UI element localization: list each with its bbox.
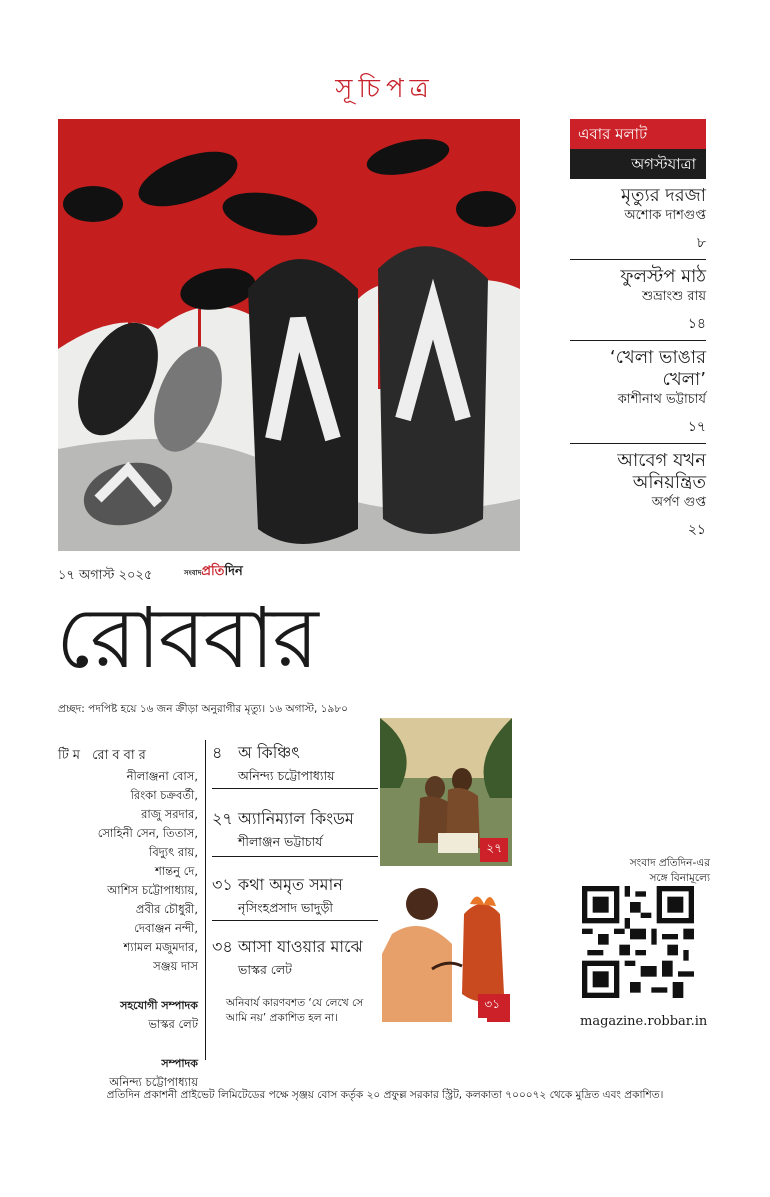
- divider: [212, 788, 378, 789]
- story-title: আবেগ যখন অনিয়ন্ত্রিত: [617, 450, 706, 493]
- toc-title: অ্যানিম্যাল কিংডম: [238, 809, 354, 828]
- story-item[interactable]: [570, 444, 706, 546]
- divider: [212, 920, 378, 921]
- cover-illustration: [58, 119, 520, 551]
- toc-author: ভাস্কর লেট: [238, 962, 292, 977]
- toc-author: অনিন্দ্য চট্টোপাধ্যায়: [238, 768, 335, 783]
- story-title: মৃত্যুর দরজা: [620, 185, 706, 206]
- team-member: নীলাঞ্জনা বোস,: [126, 769, 198, 783]
- cover-caption: প্রচ্ছদ: পদপিষ্ট হয়ে ১৬ জন ক্রীড়া অনুরাগীর মৃত্যু। ১৬ অগাস্ট, ১৯৮০: [58, 703, 348, 715]
- team-member: শান্তনু দে,: [155, 864, 198, 878]
- brand-prefix: সংবাদ: [184, 569, 202, 577]
- cover-story-column: [570, 119, 706, 546]
- qr-caption-line: সংবাদ প্রতিদিন-এর: [629, 857, 710, 869]
- story-title: ‘খেলা ভাঙার খেলা’: [609, 347, 706, 390]
- team-heading: টিম রোববার: [58, 748, 150, 763]
- page-badge: ২৭: [480, 838, 508, 862]
- qr-caption: [560, 856, 710, 886]
- section-tag: এবার মলাট: [570, 119, 706, 149]
- illustration-animal-kingdom: [380, 718, 512, 866]
- toc-item[interactable]: [212, 740, 382, 785]
- toc-page: ২৭: [212, 809, 233, 828]
- story-page: ৮: [696, 235, 706, 251]
- imprint-footer: প্রতিদিন প্রকাশনী প্রাইভেট লিমিটেডের পক্ষে সৃঞ্জয় বোস কর্তৃক ২০ প্রফুল্ল সরকার স্ট্রিট, কলকাতা ৭০০০৭২ থেকে মুদ্রিত এবং প্রকাশিত।: [106, 1089, 664, 1101]
- team-member: প্রবীর চৌধুরী,: [135, 902, 198, 916]
- toc-author: নৃসিংহপ্রসাদ ভাদুড়ী: [238, 900, 334, 915]
- story-item[interactable]: [570, 341, 706, 444]
- notice-text: অনিবার্য কারণবশত ‘যে লেখে সে আমি নয়’ প্রকাশিত হল না।: [226, 997, 364, 1024]
- team-member: সঞ্জয় দাস: [153, 959, 198, 973]
- toc-title: অ কিঞ্চিৎ: [238, 743, 300, 762]
- toc-item[interactable]: [212, 934, 382, 979]
- illustration-katha-amrita: [382, 874, 510, 1022]
- website-link[interactable]: magazine.robbar.in: [580, 1014, 708, 1029]
- story-page: ১৭: [687, 419, 706, 435]
- associate-editor: ভাস্কর লেট: [148, 1017, 198, 1031]
- toc-item[interactable]: [212, 806, 382, 851]
- team-member: রিংকা চক্রবর্তী,: [130, 788, 198, 802]
- issue-date: ১৭ অগাস্ট ২০২৫: [58, 568, 153, 583]
- team-member: রাজু সরদার,: [141, 807, 198, 821]
- team-member: সোহিনী সেন, তিতাস,: [97, 826, 198, 840]
- section-subtitle: অগস্টযাত্রা: [570, 149, 706, 179]
- story-author: অর্পণ গুপ্ত: [651, 495, 706, 510]
- story-page: ১৪: [687, 316, 706, 332]
- page-badge: ৩১: [478, 994, 506, 1018]
- story-author: অশোক দাশগুপ্ত: [624, 208, 706, 223]
- toc-page: ৩১: [212, 875, 233, 894]
- toc-item[interactable]: [212, 872, 382, 917]
- page-title: সূচিপত্র: [335, 74, 435, 104]
- team-list: [58, 746, 198, 1092]
- team-member: শ্যামল মজুমদার,: [123, 940, 198, 954]
- masthead-title: রোববার: [56, 589, 317, 687]
- toc-title: কথা অমৃত সমান: [238, 875, 343, 894]
- story-author: শুভ্রাংশু রায়: [641, 289, 706, 304]
- team-member: আশিস চট্টোপাধ্যায়,: [107, 883, 198, 897]
- story-author: কাশীনাথ ভট্টাচার্য: [617, 392, 706, 407]
- toc-author: শীলাঞ্জন ভট্টাচার্য: [238, 834, 323, 849]
- story-item[interactable]: [570, 179, 706, 260]
- toc-page: ৩৪: [212, 937, 233, 956]
- column-divider: [205, 740, 206, 1060]
- brand-logo: [184, 562, 243, 583]
- team-member: বিদ্যুৎ রায়,: [149, 845, 198, 859]
- story-page: ২১: [687, 522, 706, 538]
- toc-page: ৪: [212, 743, 223, 762]
- story-title: ফুলস্টপ মাঠ: [620, 266, 706, 287]
- editor: অনিন্দ্য চট্টোপাধ্যায়: [109, 1075, 198, 1089]
- brand-red: প্রতি: [201, 564, 225, 579]
- brand-black: দিন: [224, 564, 243, 579]
- qr-code[interactable]: [582, 886, 694, 998]
- divider: [212, 856, 378, 857]
- toc-title: আসা যাওয়ার মাঝে: [238, 937, 363, 956]
- story-item[interactable]: [570, 260, 706, 341]
- team-member: দেবাঞ্জন নন্দী,: [134, 921, 198, 935]
- associate-editor-label: সহযোগী সম্পাদক: [120, 999, 198, 1012]
- editor-label: সম্পাদক: [161, 1057, 198, 1070]
- qr-caption-line: সঙ্গে বিনামূল্যে: [649, 872, 710, 884]
